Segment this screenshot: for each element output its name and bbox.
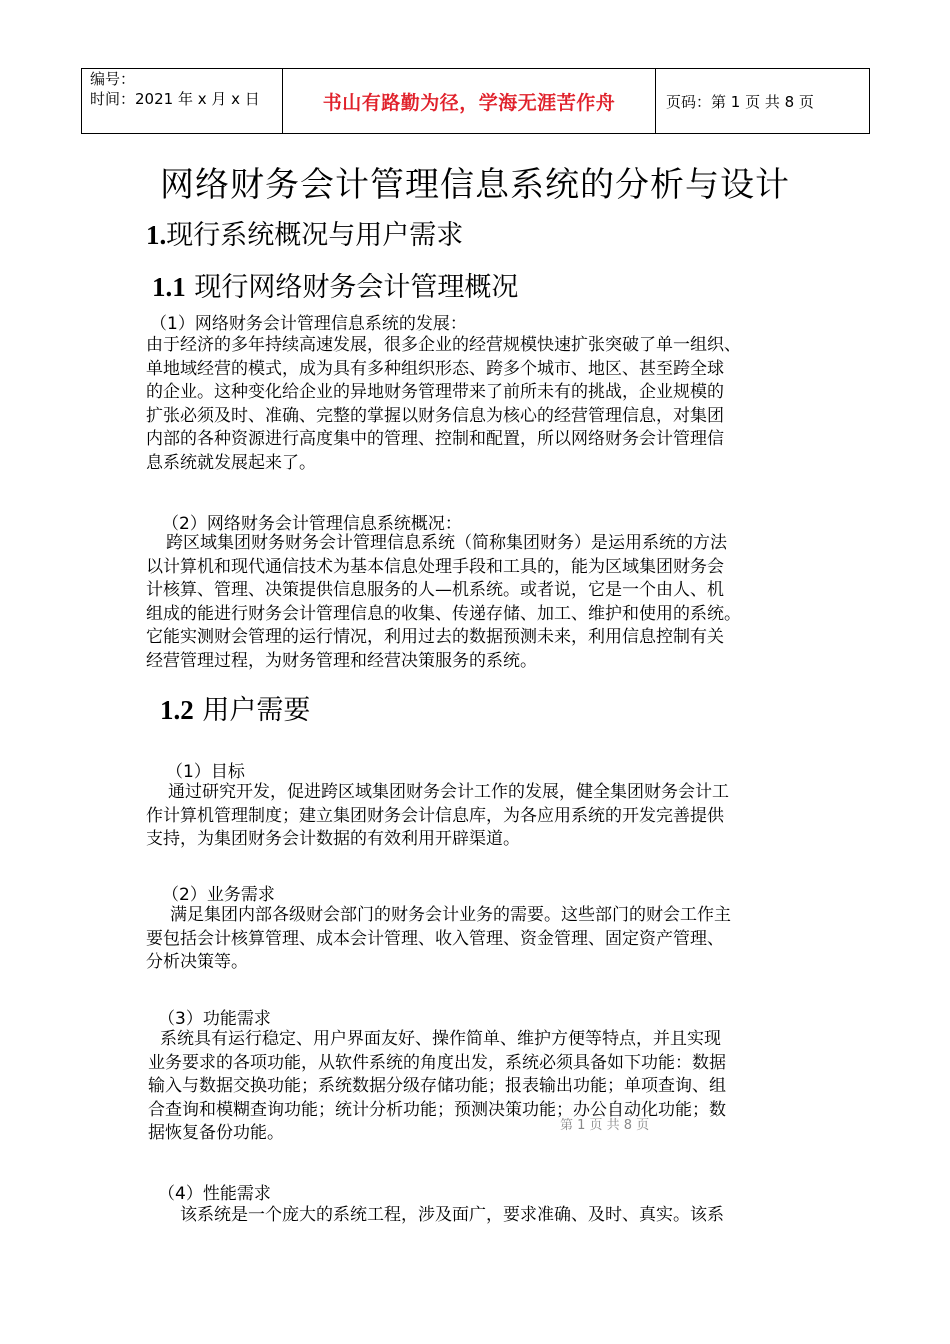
text-line: 作计算机管理制度；建立集团财务会计信息库，为各应用系统的开发完善提供	[146, 805, 724, 826]
header-table	[81, 68, 870, 134]
text-line: 支持，为集团财务会计数据的有效利用开辟渠道。	[146, 829, 520, 850]
text-line: 系统具有运行稳定、用户界面友好、操作简单、维护方便等特点，并且实现	[160, 1029, 721, 1049]
s12-item1: （1）目标	[166, 762, 245, 782]
text-line: 计核算、管理、决策提供信息服务的人—机系统。或者说，它是一个由人、机	[146, 580, 724, 601]
s12-item2: （2）业务需求	[162, 885, 275, 905]
text-line: 输入与数据交换功能；系统数据分级存储功能；报表输出功能；单项查询、组	[148, 1076, 726, 1097]
text-line: 以计算机和现代通信技术为基本信息处理手段和工具的，能为区域集团财务会	[146, 556, 724, 577]
header-motto-cell	[283, 69, 656, 133]
section-1-1-heading	[152, 265, 518, 304]
text-line: 分析决策等。	[146, 952, 248, 973]
text-line: 的企业。这种变化给企业的异地财务管理带来了前所未有的挑战，企业规模的	[146, 382, 724, 403]
text-line: 经营管理过程，为财务管理和经营决策服务的系统。	[146, 650, 537, 671]
section-1-2-title: 用户需要	[202, 695, 311, 726]
section-1-title: 现行系统概况与用户需求	[166, 220, 464, 251]
section-1-number: 1.	[146, 220, 167, 250]
text-line: 要包括会计核算管理、成本会计管理、收入管理、资金管理、固定资产管理、	[146, 928, 724, 949]
text-line: 内部的各种资源进行高度集中的管理、控制和配置，所以网络财务会计管理信	[146, 429, 724, 450]
s12-paragraph4	[146, 1204, 724, 1228]
document-title: 网络财务会计管理信息系统的分析与设计	[160, 165, 790, 205]
s11-paragraph1	[146, 334, 741, 476]
text-line: 它能实测财会管理的运行情况，利用过去的数据预测未来，利用信息控制有关	[146, 627, 724, 648]
s12-paragraph1	[146, 781, 729, 852]
header-meta-cell	[82, 69, 283, 133]
text-line: 通过研究开发，促进跨区域集团财务会计工作的发展，健全集团财务会计工	[168, 782, 729, 802]
text-line: 跨区域集团财务财务会计管理信息系统（简称集团财务）是运用系统的方法	[166, 533, 727, 553]
text-line: 组成的能进行财务会计管理信息的收集、传递存储、加工、维护和使用的系统。	[146, 603, 741, 624]
s11-item1: （1）网络财务会计管理信息系统的发展：	[150, 314, 467, 334]
text-line: 据恢复备份功能。	[148, 1123, 284, 1144]
section-1-2-heading	[160, 688, 310, 727]
text-line: 由于经济的多年持续高速发展，很多企业的经营规模快速扩张突破了单一组织、	[146, 335, 741, 355]
text-line: 业务要求的各项功能，从软件系统的角度出发，系统必须具备如下功能：数据	[148, 1052, 726, 1073]
section-1-2-number: 1.2	[160, 695, 194, 725]
section-1-1-title: 现行网络财务会计管理概况	[194, 272, 519, 303]
overlapping-footer-page-number: 第 1 页 共 8 页	[560, 1118, 650, 1133]
s12-item4: （4）性能需求	[158, 1184, 271, 1204]
date-label: 时间：2021 年 x 月 x 日	[90, 90, 260, 108]
text-line: 息系统就发展起来了。	[146, 452, 316, 473]
s12-paragraph2	[146, 904, 731, 975]
text-line: 合查询和模糊查询功能；统计分析功能；预测决策功能；办公自动化功能；数	[148, 1099, 726, 1120]
s12-item3: （3）功能需求	[158, 1009, 271, 1029]
page-info: 页码：第 1 页 共 8 页	[666, 92, 814, 111]
number-label: 编号：	[90, 70, 136, 88]
header-page-cell	[656, 69, 869, 133]
section-1-heading	[146, 213, 463, 252]
text-line: 扩张必须及时、准确、完整的掌握以财务信息为核心的经营管理信息，对集团	[146, 405, 724, 426]
section-1-1-number: 1.1	[152, 272, 186, 302]
text-line: 单地域经营的模式，成为具有多种组织形态、跨多个城市、地区、甚至跨全球	[146, 358, 724, 379]
s11-paragraph2	[146, 532, 741, 674]
s11-item2: （2）网络财务会计管理信息系统概况：	[162, 514, 462, 534]
text-line: 满足集团内部各级财会部门的财务会计业务的需要。这些部门的财会工作主	[170, 905, 731, 925]
text-line: 该系统是一个庞大的系统工程，涉及面广，要求准确、及时、真实。该系	[180, 1205, 724, 1225]
motto-text: 书山有路勤为径，学海无涯苦作舟	[322, 91, 616, 114]
